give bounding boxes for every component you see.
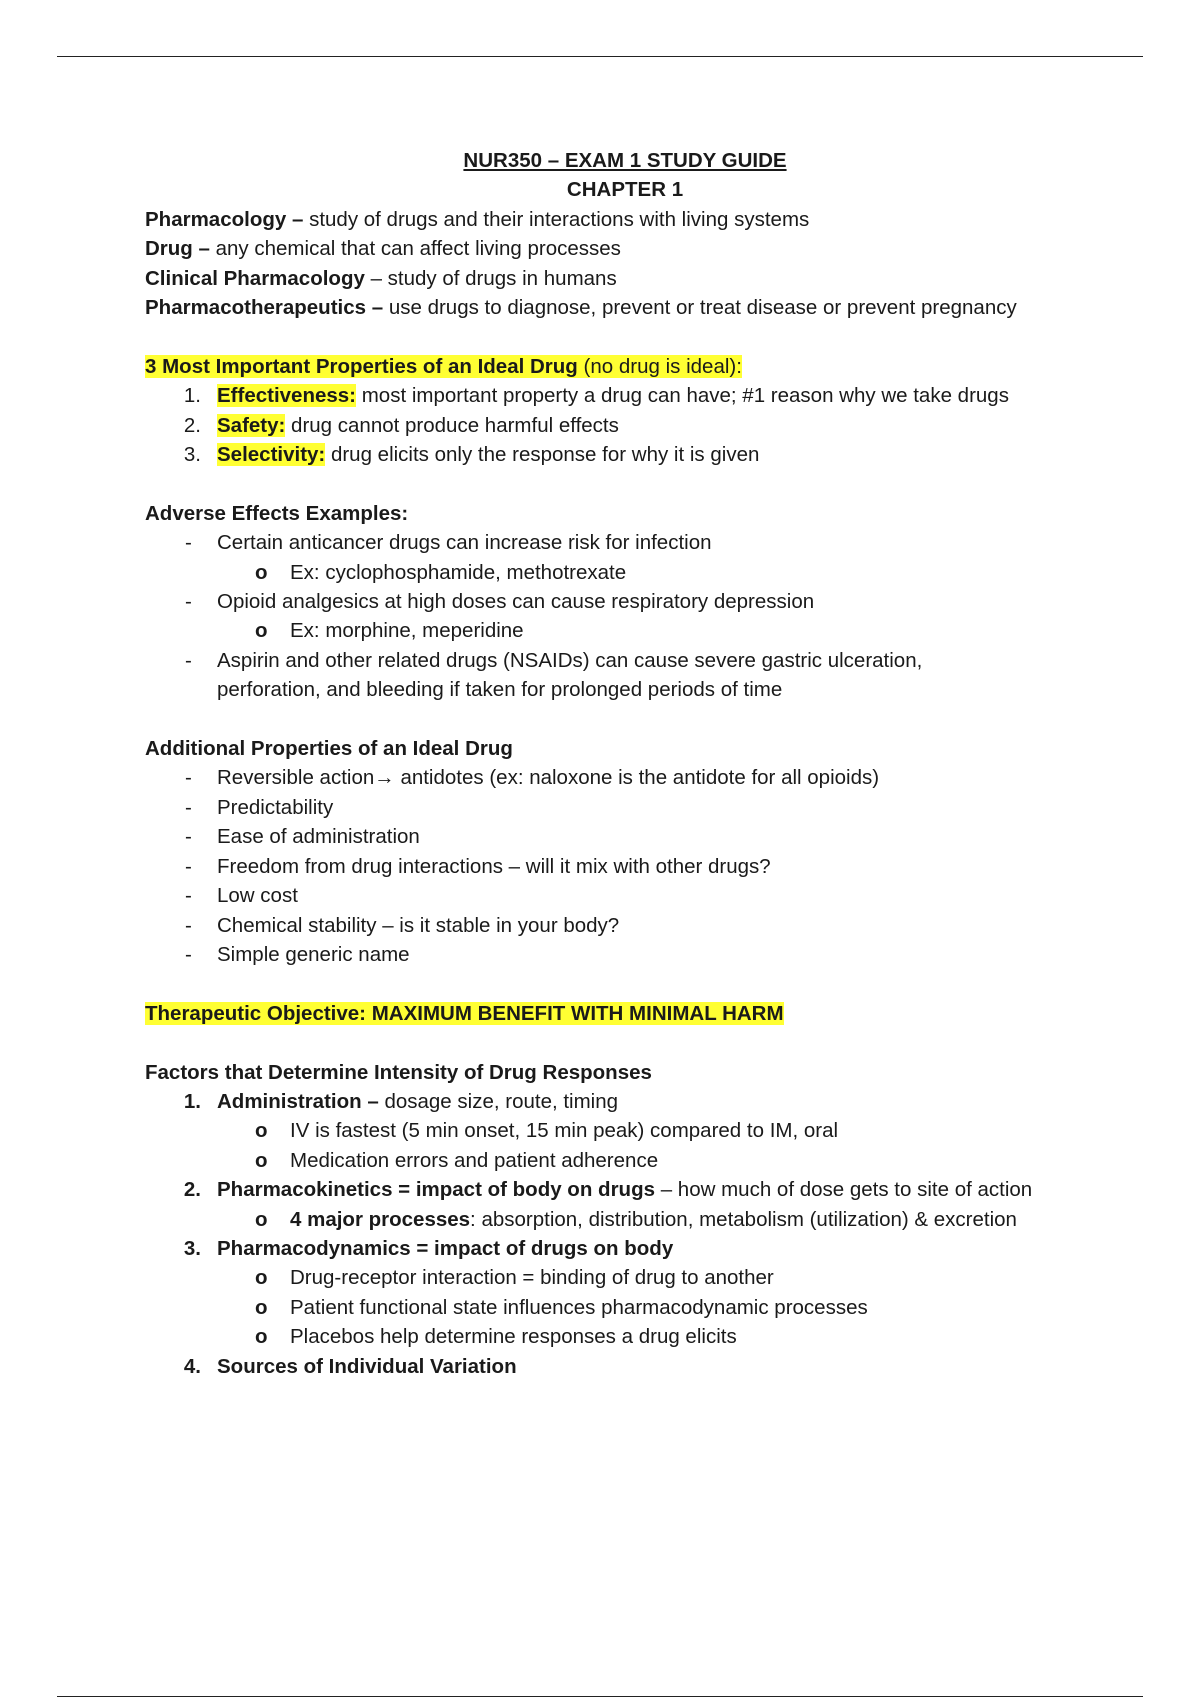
definition-term: Pharmacotherapeutics – [145, 296, 384, 320]
list-item: 3. Selectivity: drug elicits only the response for why it is given [183, 443, 760, 467]
list-item: - Aspirin and other related drugs (NSAIDs) can cause severe gastric ulceration, perforation, and bleeding if taken for prolonged periods of time [185, 648, 923, 702]
list-item: - Freedom from drug interactions – will it mix with other drugs? [185, 854, 771, 878]
study-guide-page [145, 146, 1105, 1381]
list-item: 1. Administration – dosage size, route, timing [183, 1089, 619, 1113]
sub-list-item: o IV is fastest (5 min onset, 15 min peak) compared to IM, oral [255, 1119, 839, 1143]
list-item: - Reversible action→ antidotes (ex: naloxone is the antidote for all opioids) [185, 766, 880, 790]
sub-list-item: o Placebos help determine responses a drug elicits [255, 1325, 737, 1349]
list-item: 2. Pharmacokinetics = impact of body on drugs – how much of dose gets to site of action [183, 1178, 1033, 1202]
list-item: 1. Effectiveness: most important property a drug can have; #1 reason why we take drugs [183, 384, 1009, 408]
list-item: 3. Pharmacodynamics = impact of drugs on body [183, 1236, 674, 1260]
footer-rule [57, 1696, 1143, 1697]
definition-pharmacotherapeutics [145, 293, 1105, 322]
ideal-drug-heading: 3 Most Important Properties of an Ideal Drug (no drug is ideal): [145, 354, 742, 378]
chapter-heading: CHAPTER 1 [566, 178, 684, 202]
definition-pharmacology [145, 205, 1105, 234]
list-item: - Opioid analgesics at high doses can cause respiratory depression [185, 590, 815, 614]
definition-term: Drug – [145, 237, 210, 261]
list-item: - Chemical stability – is it stable in your body? [185, 913, 620, 937]
definition-text: study of drugs and their interactions with living systems [303, 207, 810, 231]
list-item: 2. Safety: drug cannot produce harmful effects [183, 413, 619, 437]
definition-text: – study of drugs in humans [364, 266, 617, 290]
list-item: - Certain anticancer drugs can increase risk for infection [185, 531, 712, 555]
page-title: NUR350 – EXAM 1 STUDY GUIDE [463, 149, 787, 172]
list-item: - Ease of administration [185, 825, 420, 849]
list-item: - Simple generic name [185, 942, 410, 966]
definition-text: any chemical that can affect living processes [209, 237, 621, 261]
definition-clinical-pharmacology [145, 264, 1105, 293]
list-item: - Low cost [185, 884, 298, 908]
sub-list-item: o Ex: morphine, meperidine [255, 619, 524, 643]
header-rule [57, 56, 1143, 57]
therapeutic-objective: Therapeutic Objective: MAXIMUM BENEFIT WITH MINIMAL HARM [145, 1001, 784, 1025]
sub-list-item: o Medication errors and patient adherence [255, 1148, 659, 1172]
factors-heading: Factors that Determine Intensity of Drug Responses [145, 1060, 652, 1084]
additional-properties-heading: Additional Properties of an Ideal Drug [145, 737, 513, 761]
adverse-effects-heading: Adverse Effects Examples: [145, 501, 409, 525]
sub-list-item: o Ex: cyclophosphamide, methotrexate [255, 560, 627, 584]
definition-drug [145, 234, 1105, 263]
definition-text: use drugs to diagnose, prevent or treat disease or prevent pregnancy [383, 296, 1017, 320]
definition-term: Pharmacology – [145, 207, 304, 231]
list-item: 4. Sources of Individual Variation [183, 1354, 517, 1378]
definition-term: Clinical Pharmacology [145, 266, 365, 290]
list-item: - Predictability [185, 795, 334, 819]
sub-list-item: o 4 major processes: absorption, distribution, metabolism (utilization) & excretion [255, 1207, 1017, 1231]
sub-list-item: o Drug-receptor interaction = binding of drug to another [255, 1266, 774, 1290]
sub-list-item: o Patient functional state influences pharmacodynamic processes [255, 1295, 868, 1319]
